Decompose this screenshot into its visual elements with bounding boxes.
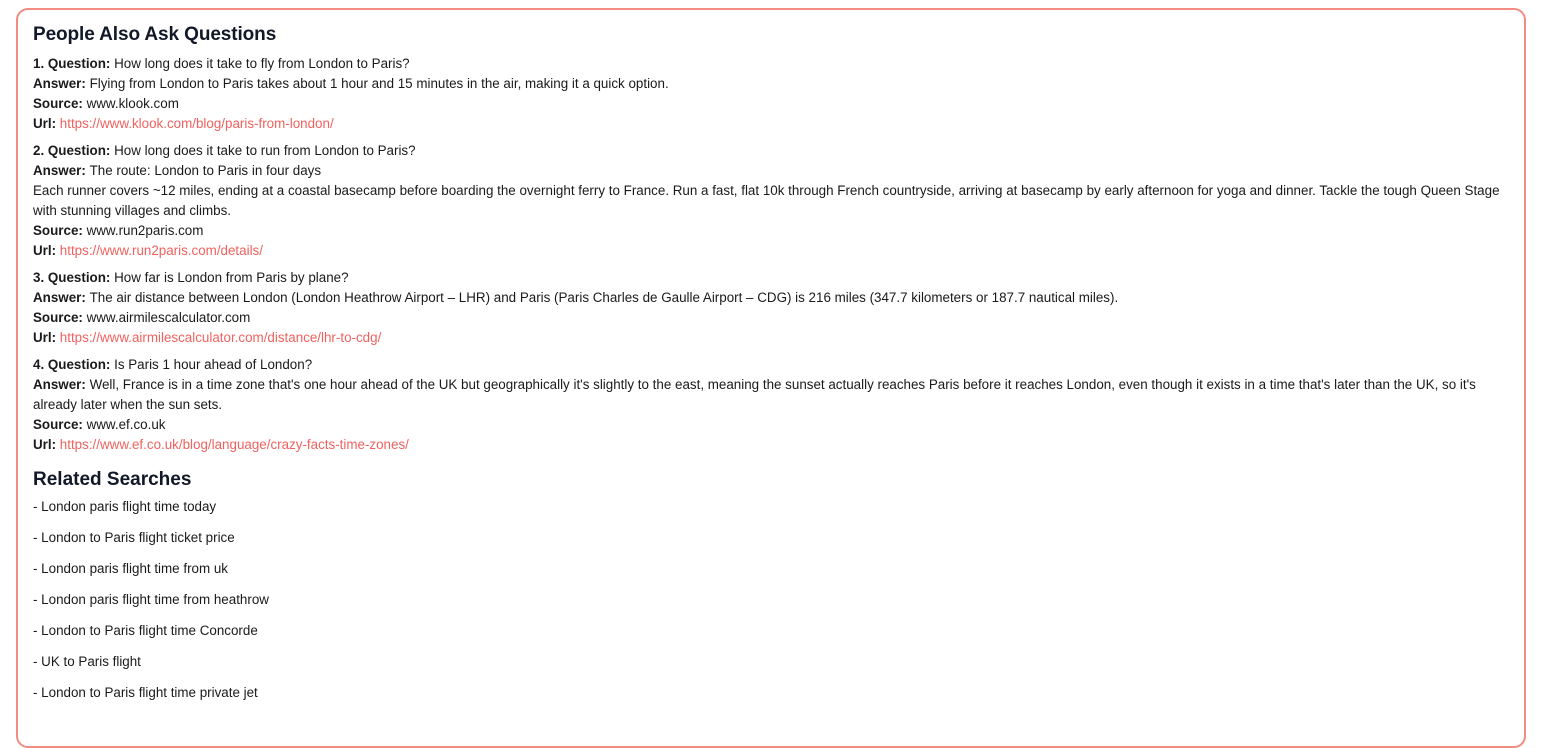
url-label: Url:: [33, 116, 60, 131]
answer-text: Flying from London to Paris takes about 1 hour and 15 minutes in the air, making it a quick option.: [89, 76, 669, 91]
answer-label: Answer:: [33, 290, 90, 305]
related-search-item[interactable]: - London paris flight time from uk: [33, 561, 228, 576]
source-text: www.ef.co.uk: [86, 417, 166, 432]
source-text: www.klook.com: [86, 96, 179, 111]
source-text: www.run2paris.com: [86, 223, 204, 238]
question-text: How long does it take to run from London to Paris?: [114, 143, 416, 158]
source-label: Source:: [33, 310, 87, 325]
url-label: Url:: [33, 243, 60, 258]
question-label: Question:: [47, 143, 115, 158]
related-search-item[interactable]: - London paris flight time from heathrow: [33, 592, 269, 607]
qa-item: [33, 141, 1509, 261]
qa-item: [33, 54, 1509, 134]
related-search-item[interactable]: - London to Paris flight ticket price: [33, 530, 235, 545]
answer-text: The air distance between London (London Heathrow Airport – LHR) and Paris (Paris Charles de Gaulle Airport – CDG) is 216 miles (347.7 kilometers or 187.7 nautical miles).: [89, 290, 1119, 305]
question-label: Question:: [47, 357, 115, 372]
source-label: Source:: [33, 417, 87, 432]
paa-title: People Also Ask Questions: [33, 24, 277, 45]
related-searches-title: Related Searches: [33, 469, 192, 490]
url-link[interactable]: https://www.klook.com/blog/paris-from-london/: [59, 116, 334, 131]
answer-text: The route: London to Paris in four days: [89, 163, 322, 178]
qa-item: [33, 355, 1509, 455]
answer-extra-text: Each runner covers ~12 miles, ending at a coastal basecamp before boarding the overnight ferry to France. Run a fast, flat 10k through French countryside, arriving at basecamp by early afternoon for yoga and dinner. Tackle the tough Queen Stage with stunning villages and climbs.: [33, 183, 1500, 218]
source-label: Source:: [33, 96, 87, 111]
qa-item: [33, 268, 1509, 348]
related-search-item[interactable]: - London to Paris flight time private jet: [33, 685, 258, 700]
question-text: How long does it take to fly from London to Paris?: [114, 56, 410, 71]
source-label: Source:: [33, 223, 87, 238]
question-text: How far is London from Paris by plane?: [114, 270, 349, 285]
answer-label: Answer:: [33, 377, 90, 392]
answer-label: Answer:: [33, 163, 90, 178]
question-number: 3.: [33, 270, 48, 285]
source-text: www.airmilescalculator.com: [86, 310, 251, 325]
url-link[interactable]: https://www.airmilescalculator.com/distance/lhr-to-cdg/: [59, 330, 382, 345]
related-search-item[interactable]: - London to Paris flight time Concorde: [33, 623, 258, 638]
question-number: 2.: [33, 143, 48, 158]
related-search-item[interactable]: - London paris flight time today: [33, 499, 217, 514]
url-link[interactable]: https://www.ef.co.uk/blog/language/crazy-facts-time-zones/: [59, 437, 409, 452]
results-panel: [16, 8, 1526, 748]
question-number: 4.: [33, 357, 48, 372]
question-label: Question:: [47, 56, 115, 71]
url-link[interactable]: https://www.run2paris.com/details/: [59, 243, 263, 258]
answer-label: Answer:: [33, 76, 90, 91]
question-label: Question:: [47, 270, 115, 285]
url-label: Url:: [33, 437, 60, 452]
question-text: Is Paris 1 hour ahead of London?: [114, 357, 313, 372]
question-number: 1.: [33, 56, 48, 71]
related-search-item[interactable]: - UK to Paris flight: [33, 654, 141, 669]
url-label: Url:: [33, 330, 60, 345]
answer-text: Well, France is in a time zone that's one hour ahead of the UK but geographically it's slightly to the east, meaning the sunset actually reaches Paris before it reaches London, even though it exists in a time that's later than the UK, so it's already later when the sun sets.: [33, 377, 1476, 412]
